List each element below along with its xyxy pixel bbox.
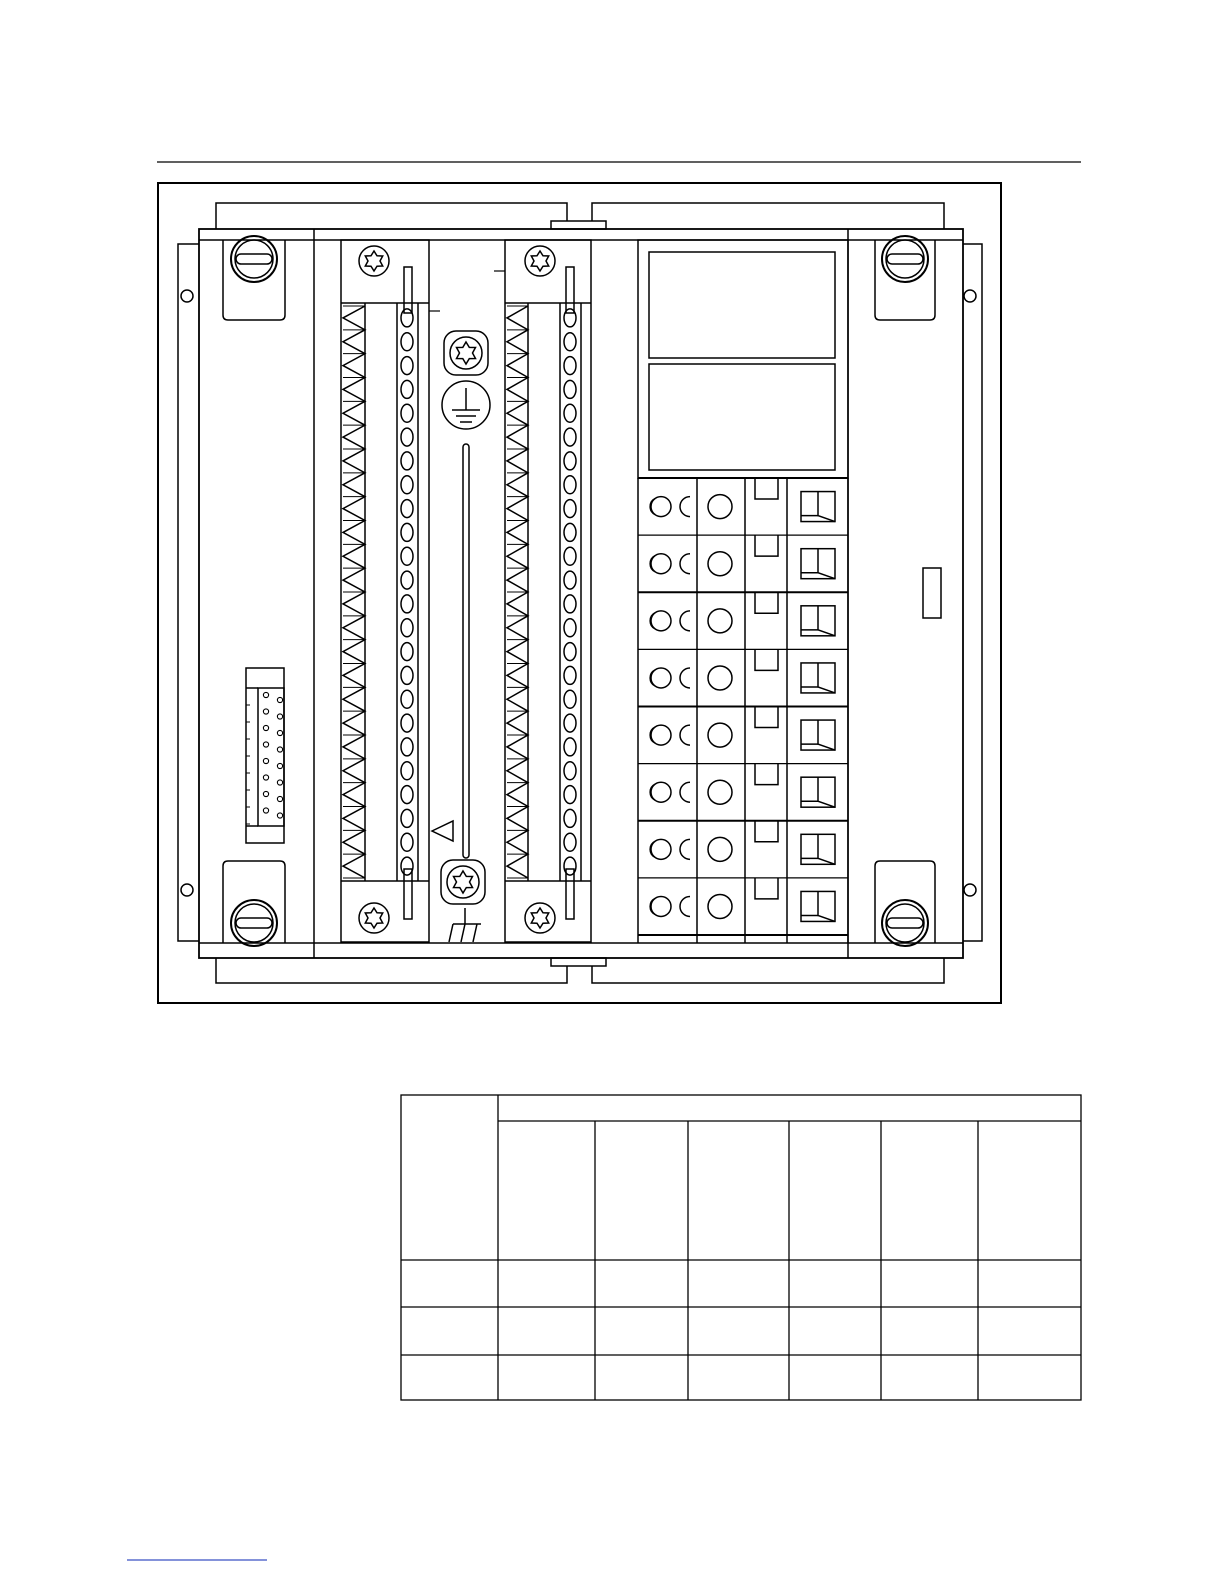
module-latch [755, 535, 778, 556]
torx-screw-icon [359, 246, 389, 276]
terminal-screw-icon [564, 690, 576, 708]
module-screw-icon [708, 552, 732, 576]
slotted-screw-icon [231, 900, 277, 946]
module-latch [755, 649, 778, 670]
torx-screw-icon [359, 903, 389, 933]
terminal-screw-icon [401, 357, 413, 375]
terminal-screw-icon [564, 476, 576, 494]
terminal-screw-icon [401, 571, 413, 589]
connector-pin [263, 742, 268, 747]
terminal-screw-icon [564, 380, 576, 398]
terminal-screw-icon [401, 786, 413, 804]
module-screw-icon [680, 896, 690, 916]
connector-pin [277, 780, 282, 785]
module-latch [755, 478, 778, 499]
torx-screw-icon [525, 246, 555, 276]
terminal-screw-icon [564, 452, 576, 470]
terminal-screw-icon [401, 619, 413, 637]
connector-pin [263, 709, 268, 714]
terminal-screw-icon [401, 523, 413, 541]
case-body [178, 229, 982, 958]
connector-pin [263, 758, 268, 763]
connector-pin [263, 692, 268, 697]
terminal-screw-icon [564, 547, 576, 565]
terminal-screw-icon [564, 333, 576, 351]
terminal-screw-icon [401, 547, 413, 565]
slotted-screw-icon [882, 900, 928, 946]
terminal-screw-icon [564, 428, 576, 446]
module-screw-icon [708, 609, 732, 633]
module-screw-icon [680, 554, 690, 574]
connector-pin [263, 808, 268, 813]
module-screw-icon [708, 723, 732, 747]
terminal-screw-icon [564, 714, 576, 732]
terminal-screw-icon [401, 690, 413, 708]
connector-pin [277, 714, 282, 719]
terminal-screw-icon [564, 738, 576, 756]
module-screw-icon [708, 666, 732, 690]
terminal-screw-icon [564, 595, 576, 613]
connector-pin [263, 775, 268, 780]
terminal-screw-icon [564, 523, 576, 541]
connector-pin [263, 791, 268, 796]
terminal-screw-icon [564, 857, 576, 875]
connector-pin [277, 730, 282, 735]
terminal-block-1 [341, 240, 429, 942]
connector-pin [277, 813, 282, 818]
module-screw-icon [708, 894, 732, 918]
terminal-screw-icon [401, 500, 413, 518]
terminal-screw-icon [564, 833, 576, 851]
terminal-screw-icon [401, 738, 413, 756]
terminal-screw-icon [564, 643, 576, 661]
protective-earth-icon [442, 381, 490, 429]
data-table [401, 1095, 1081, 1400]
terminal-screw-icon [401, 857, 413, 875]
terminal-screw-icon [401, 643, 413, 661]
connector-pin [263, 725, 268, 730]
module-grid [638, 478, 848, 943]
module-screw-icon [680, 668, 690, 688]
terminal-screw-icon [401, 714, 413, 732]
terminal-screw-icon [564, 786, 576, 804]
terminal-screw-icon [401, 666, 413, 684]
module-screw-icon [680, 725, 690, 745]
terminal-screw-icon [401, 833, 413, 851]
terminal-screw-icon [401, 309, 413, 327]
module-screw-icon [708, 495, 732, 519]
terminal-screw-icon [401, 333, 413, 351]
terminal-block-2 [505, 240, 591, 942]
sub-d-connector [246, 668, 284, 843]
module-screw-icon [680, 839, 690, 859]
module-latch [755, 592, 778, 613]
terminal-screw-icon [401, 380, 413, 398]
ground-stud-top [444, 331, 488, 375]
terminal-screw-icon [401, 595, 413, 613]
connector-pin [277, 796, 282, 801]
module-latch [755, 707, 778, 728]
terminal-screw-icon [564, 809, 576, 827]
terminal-screw-icon [401, 452, 413, 470]
terminal-screw-icon [401, 428, 413, 446]
module-screw-icon [680, 611, 690, 631]
terminal-screw-icon [564, 666, 576, 684]
module-screw-icon [708, 780, 732, 804]
connector-pin [277, 763, 282, 768]
side-indicator-slot [923, 568, 941, 618]
triangle-marker-icon [432, 821, 453, 841]
module-latch [755, 878, 778, 899]
terminal-screw-icon [564, 357, 576, 375]
module-screw-icon [680, 782, 690, 802]
module-screw-icon [708, 837, 732, 861]
torx-screw-icon [525, 903, 555, 933]
module-latch [755, 764, 778, 785]
terminal-screw-icon [401, 762, 413, 780]
terminal-screw-icon [564, 571, 576, 589]
terminal-screw-icon [564, 309, 576, 327]
terminal-screw-icon [564, 404, 576, 422]
terminal-screw-icon [401, 404, 413, 422]
terminal-screw-icon [401, 476, 413, 494]
module-screw-icon [680, 497, 690, 517]
terminal-screw-icon [401, 809, 413, 827]
center-slot [463, 444, 469, 858]
display-window-top [638, 240, 848, 478]
slotted-screw-icon [231, 236, 277, 282]
ground-stud-bottom [441, 860, 485, 904]
slotted-screw-icon [882, 236, 928, 282]
module-latch [755, 821, 778, 842]
connector-pin [277, 747, 282, 752]
terminal-screw-icon [564, 619, 576, 637]
connector-pin [277, 697, 282, 702]
terminal-screw-icon [564, 500, 576, 518]
frame-ground-icon [449, 908, 481, 942]
terminal-screw-icon [564, 762, 576, 780]
